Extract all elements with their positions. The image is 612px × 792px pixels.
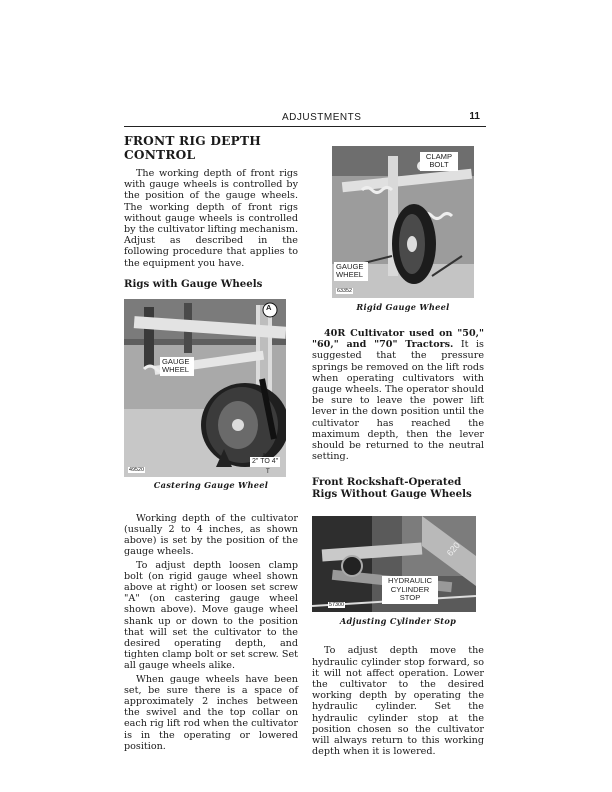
image-number-rigid: 63352 <box>337 288 352 294</box>
subheading-gauge-wheels: Rigs with Gauge Wheels <box>124 277 263 290</box>
image-number-cylinder: 57300 <box>329 602 344 609</box>
page-number: 11 <box>469 111 480 122</box>
paragraph-40r-cultivator <box>312 328 484 462</box>
intro-paragraph: The working depth of front rigs with gauge wheels is controlled by the position of the gauge wheels. The working depth of front rigs without gauge wheels is controlled by the cultivator lifting mechanism. Adjust as described in the following procedure that applies to the equipment you have. <box>124 168 298 269</box>
gauge-wheel-label: GAUGE WHEEL <box>160 357 194 376</box>
depth-range-mark: T <box>266 468 270 475</box>
rigid-gauge-wheel-photo <box>332 146 474 298</box>
figure-caption-castering: Castering Gauge Wheel <box>153 479 269 490</box>
paragraph-adjust-depth: To adjust depth loosen clamp bolt (on rigid gauge wheel shown above at right) or loosen set screw "A" (on castering gauge wheel shown above). Move gauge wheel shank up or down to the position that will set the cultivator to the desired operating depth, and tighten clamp bolt or set screw. Set all gauge wheels alike. <box>124 559 298 672</box>
clamp-bolt-label: CLAMP BOLT <box>420 152 458 171</box>
right-column <box>312 146 484 757</box>
section-title: ADJUSTMENTS <box>282 112 362 123</box>
cylinder-stop-photo <box>312 516 476 612</box>
image-number: 49520 <box>129 466 144 473</box>
castering-gauge-wheel-photo <box>124 299 286 477</box>
page-header <box>124 112 486 127</box>
depth-range-label: 2" TO 4" <box>250 457 280 467</box>
castering-gauge-wheel-illustration <box>124 299 286 477</box>
paragraph-gauge-set: When gauge wheels have been set, be sure there is a space of approximately 2 inches between the swivel and the top collar on each rig lift rod when the cultivator is in the operating or lowered position. <box>124 673 298 752</box>
paragraph-hydraulic-adjust: To adjust depth move the hydraulic cylinder stop forward, so it will not affect operation. Lower the cultivator to the desired working depth by operating the hydraulic cylinder. Set the hydraulic cylinder stop at the position chosen so the cultivator will always return to this working depth when it is lowered. <box>312 645 484 758</box>
set-screw-a-label: A <box>266 302 272 312</box>
runin-heading: 40R Cultivator used on "50," "60," and "70" Tractors. <box>312 328 484 351</box>
left-column <box>124 130 298 752</box>
subheading-rockshaft: Front Rockshaft-Operated Rigs Without Gauge Wheels <box>312 476 472 501</box>
paragraph-working-depth: Working depth of the cultivator (usually 2 to 4 inches, as shown above) is set by the position of the gauge wheels. <box>124 512 298 558</box>
hydraulic-cylinder-stop-label: HYDRAULIC CYLINDER STOP <box>382 576 438 603</box>
section-heading: FRONT RIG DEPTH CONTROL <box>124 134 261 162</box>
figure-caption-rigid: Rigid Gauge Wheel <box>356 302 450 312</box>
runin-body: It is suggested that the pressure springs be removed on the lift rods when operating cultivators with gauge wheels. The operator should be sure to leave the power lift lever in the down position until the cultivator has reached the maximum depth, then the lever should be returned to the neutral setting. <box>312 339 484 463</box>
gauge-wheel-label-rigid: GAUGE WHEEL <box>334 262 368 281</box>
figure-caption-cylinder: Adjusting Cylinder Stop <box>339 616 457 627</box>
model-620-label: 620 <box>444 540 463 559</box>
